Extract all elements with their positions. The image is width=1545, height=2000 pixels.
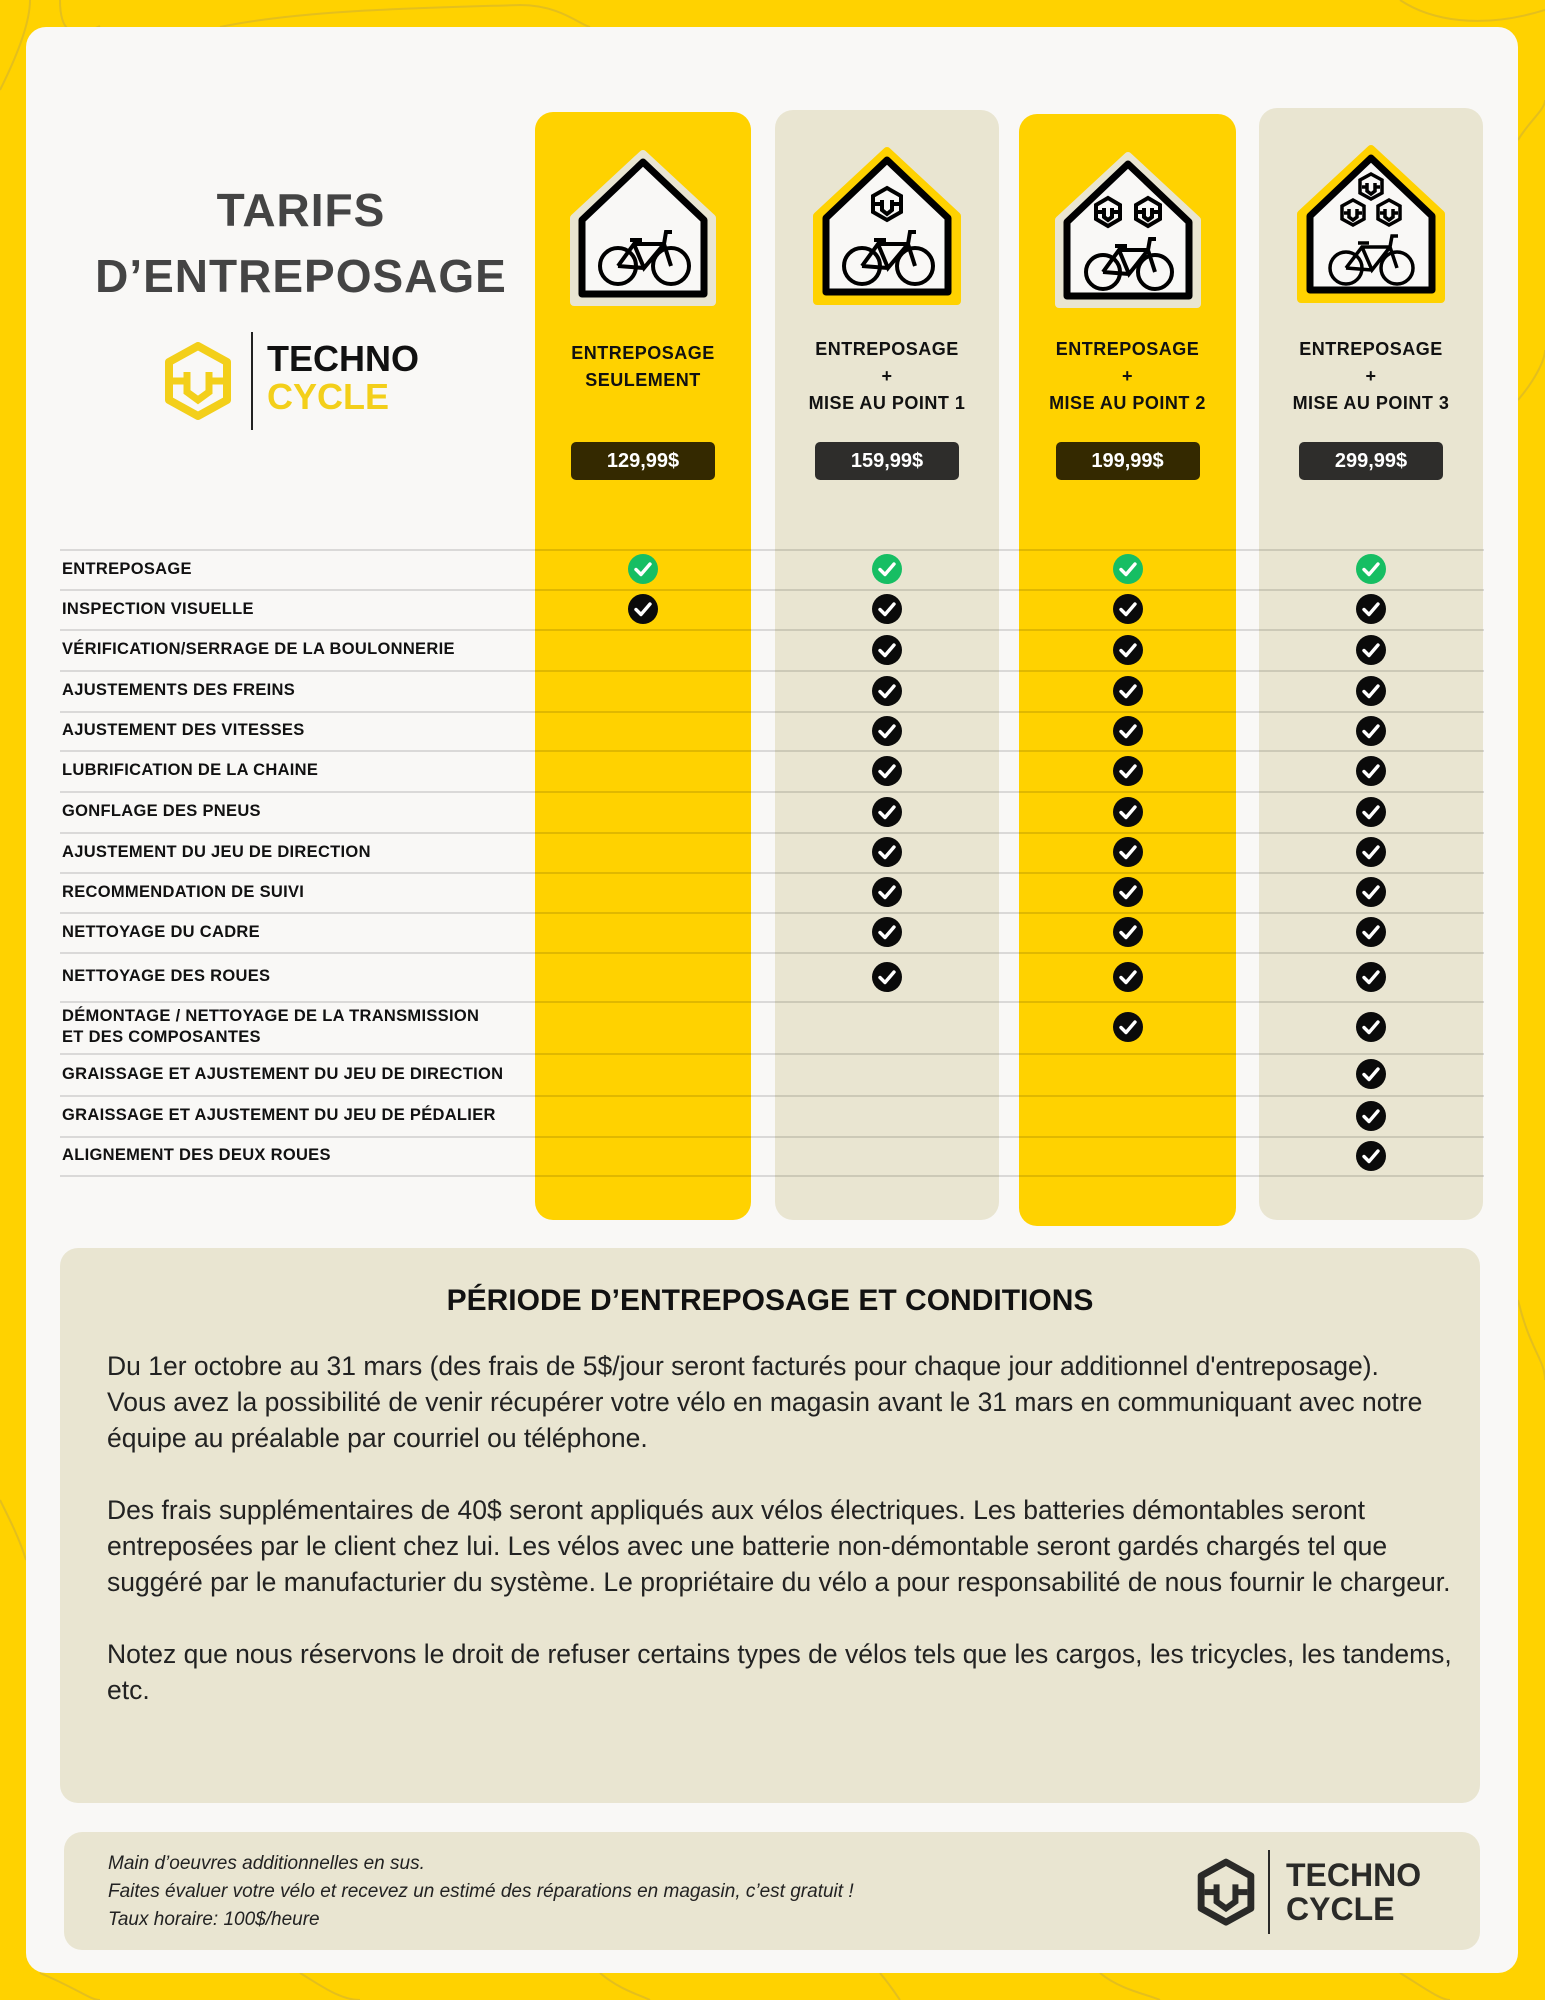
check-icon (1113, 635, 1143, 665)
check-icon (1113, 676, 1143, 706)
check-icon (1113, 797, 1143, 827)
plan-name-line-1: ENTREPOSAGE (1299, 339, 1443, 359)
plan-name (1019, 336, 1236, 417)
feature-label: ALIGNEMENT DES DEUX ROUES (62, 1146, 331, 1164)
check-icon (1356, 716, 1386, 746)
plan-name-line-1: ENTREPOSAGE (571, 343, 715, 363)
logo-techno: TECHNO (1286, 1857, 1422, 1893)
conditions-paragraph-refusal: Notez que nous réservons le droit de refuser certains types de vélos tels que les cargos, les tricycles, les tandems, etc. (107, 1639, 1452, 1705)
check-icon (872, 594, 902, 624)
feature-label: INSPECTION VISUELLE (62, 599, 254, 618)
plan-name-line-2: + (1365, 366, 1377, 386)
check-icon (1356, 797, 1386, 827)
check-icon (1356, 837, 1386, 867)
techno-cycle-logo-footer (1196, 1850, 1456, 1934)
check-icon (872, 635, 902, 665)
footer-note-labour: Main d’oeuvres additionnelles en sus. (108, 1853, 425, 1874)
techno-cycle-hex-icon (163, 342, 233, 422)
plan-price: 299,99$ (1299, 442, 1443, 480)
feature-label: AJUSTEMENT DU JEU DE DIRECTION (62, 842, 371, 861)
plan-name-line-3: MISE AU POINT 2 (1049, 393, 1206, 413)
conditions-title: PÉRIODE D’ENTREPOSAGE ET CONDITIONS (446, 1284, 1094, 1317)
title-line-1: TARIFS (216, 184, 386, 236)
row-divider (60, 832, 1484, 834)
row-divider (60, 1001, 1484, 1003)
check-icon (872, 917, 902, 947)
row-divider (60, 1175, 1484, 1177)
logo-cycle: CYCLE (1286, 1891, 1395, 1927)
feature-label: GRAISSAGE ET AJUSTEMENT DU JEU DE DIRECTION (62, 1064, 504, 1083)
storage-house-bike-1-badge-icon (812, 146, 962, 306)
row-divider (60, 872, 1484, 874)
logo-wordmark (1286, 1858, 1421, 1926)
storage-house-bike-3-badge-icon (1296, 144, 1446, 304)
page-title (66, 177, 536, 309)
conditions-paragraph-period: Du 1er octobre au 31 mars (des frais de 5$/jour seront facturés pour chaque jour additionnel d'entreposage). (107, 1351, 1379, 1381)
conditions-panel (60, 1248, 1480, 1803)
check-icon (1113, 554, 1143, 584)
footer-note-estimate: Faites évaluer votre vélo et recevez un estimé des réparations en magasin, c’est gratuit ! (108, 1881, 854, 1902)
check-icon (1113, 962, 1143, 992)
plan-price: 129,99$ (571, 442, 715, 480)
check-icon (1356, 554, 1386, 584)
feature-label: GONFLAGE DES PNEUS (62, 802, 261, 820)
check-icon (1113, 837, 1143, 867)
feature-label: NETTOYAGE DES ROUES (62, 967, 271, 985)
plan-name-line-2: + (1121, 366, 1133, 386)
feature-label: DÉMONTAGE / NETTOYAGE DE LA TRANSMISSION ET DES COMPOSANTES (62, 1007, 480, 1046)
check-icon (1356, 594, 1386, 624)
plan-price: 159,99$ (815, 442, 959, 480)
row-divider (60, 912, 1484, 914)
check-icon (872, 962, 902, 992)
check-icon (1356, 676, 1386, 706)
plan-name-line-1: ENTREPOSAGE (1055, 339, 1200, 359)
plan-price: 199,99$ (1056, 442, 1200, 480)
storage-house-bike-2-badge-icon (1053, 150, 1203, 310)
conditions-paragraph-ebike: Des frais supplémentaires de 40$ seront appliqués aux vélos électriques. Les batteries démontables seront entreposées par le client chez lui. Les vélos avec une batterie non-démontable seront gardés chargés tel que suggéré par le manufacturier du système. Le propriétaire du vélo a pour responsabilité de nous fournir le chargeur. (107, 1495, 1451, 1597)
footer-panel (64, 1832, 1480, 1950)
feature-label: AJUSTEMENTS DES FREINS (62, 681, 296, 699)
check-icon (1356, 1141, 1386, 1171)
storage-house-bike-icon (568, 148, 718, 308)
row-divider (60, 549, 1484, 551)
row-divider (60, 1095, 1484, 1097)
check-icon (1356, 877, 1386, 907)
plan-name-line-3: MISE AU POINT 3 (1292, 393, 1450, 413)
feature-label: AJUSTEMENT DES VITESSES (62, 721, 305, 739)
check-icon (1356, 1059, 1386, 1089)
footer-note-rate: Taux horaire: 100$/heure (108, 1909, 320, 1930)
footer-notes (108, 1850, 854, 1934)
check-icon (1113, 594, 1143, 624)
logo-techno: TECHNO (267, 338, 419, 379)
check-icon (1356, 962, 1386, 992)
check-icon (1113, 877, 1143, 907)
row-divider (60, 1053, 1484, 1055)
check-icon (1113, 716, 1143, 746)
check-icon (872, 877, 902, 907)
check-icon (628, 554, 658, 584)
row-divider (60, 1136, 1484, 1138)
feature-label: VÉRIFICATION/SERRAGE DE LA BOULONNERIE (62, 640, 455, 658)
plan-name-line-1: ENTREPOSAGE (815, 339, 959, 359)
check-icon (1356, 635, 1386, 665)
logo-wordmark (267, 340, 419, 416)
plan-name-line-2: SEULEMENT (585, 370, 701, 390)
feature-label: ENTREPOSAGE (62, 559, 192, 578)
conditions-body (107, 1348, 1457, 1708)
plan-name (775, 336, 999, 417)
logo-divider (251, 332, 253, 430)
check-icon (1356, 1012, 1386, 1042)
plan-name (1259, 336, 1483, 417)
row-divider (60, 791, 1484, 793)
check-icon (872, 756, 902, 786)
title-line-2: D’ENTREPOSAGE (95, 250, 507, 302)
check-icon (872, 554, 902, 584)
conditions-paragraph-pickup: Vous avez la possibilité de venir récupérer votre vélo en magasin avant le 31 mars en communiquant avec notre équipe au préalable par courriel ou téléphone. (107, 1387, 1423, 1453)
plan-name (535, 340, 751, 394)
row-divider (60, 711, 1484, 713)
check-icon (872, 797, 902, 827)
plan-name-line-3: MISE AU POINT 1 (808, 393, 966, 413)
techno-cycle-logo (163, 330, 463, 430)
logo-divider (1268, 1850, 1270, 1934)
check-icon (872, 676, 902, 706)
feature-label: NETTOYAGE DU CADRE (62, 922, 260, 941)
check-icon (1113, 917, 1143, 947)
check-icon (1113, 1012, 1143, 1042)
logo-cycle: CYCLE (267, 376, 390, 417)
techno-cycle-hex-icon (1196, 1856, 1256, 1930)
feature-label: GRAISSAGE ET AJUSTEMENT DU JEU DE PÉDALIER (62, 1106, 496, 1124)
check-icon (1356, 756, 1386, 786)
row-divider (60, 952, 1484, 954)
row-divider (60, 670, 1484, 672)
row-divider (60, 629, 1484, 631)
check-icon (1356, 917, 1386, 947)
check-icon (872, 716, 902, 746)
row-divider (60, 750, 1484, 752)
check-icon (1113, 756, 1143, 786)
check-icon (628, 594, 658, 624)
check-icon (872, 837, 902, 867)
row-divider (60, 589, 1484, 591)
plan-name-line-2: + (881, 366, 893, 386)
check-icon (1356, 1101, 1386, 1131)
feature-label: LUBRIFICATION DE LA CHAINE (62, 761, 319, 779)
feature-label: RECOMMENDATION DE SUIVI (62, 882, 305, 901)
